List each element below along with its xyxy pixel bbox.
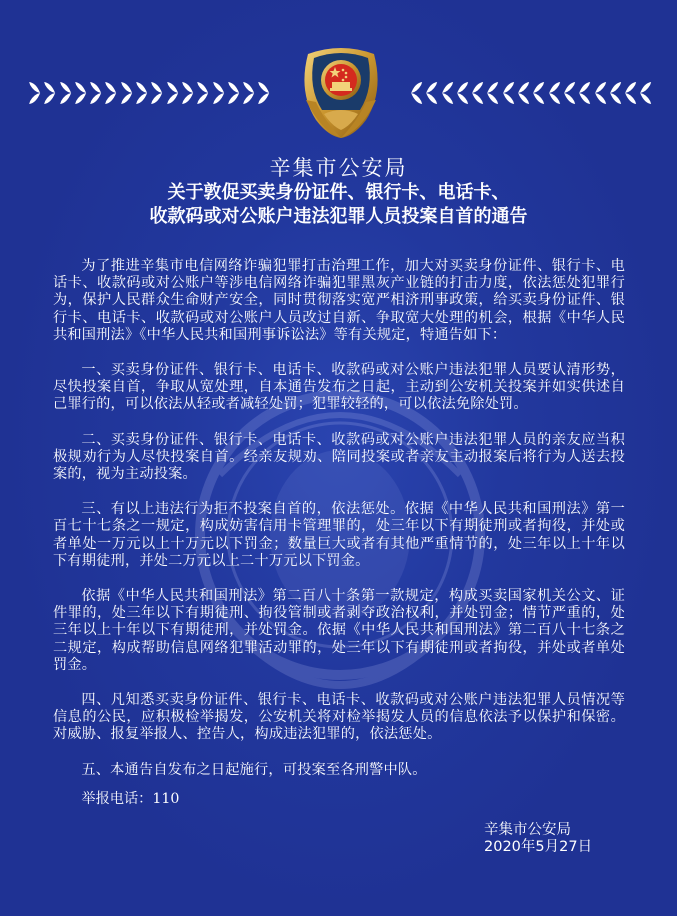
chevron-left-icon — [622, 79, 637, 107]
hotline-label: 举报电话： — [81, 790, 153, 807]
chevron-right-icon — [120, 79, 135, 107]
organization-title: 辛集市公安局 — [269, 156, 408, 180]
chevron-right-icon — [166, 79, 181, 107]
hotline-number: 110 — [152, 790, 180, 807]
chevron-right-icon — [89, 79, 104, 107]
item-4-paragraph: 四、凡知悉买卖身份证件、银行卡、电话卡、收款码或对公账户违法犯罪人员情况等信息的公民，应积极检举揭发，公安机关将对检举揭发人员的信息依法予以保护和保密。对威胁、报复举报人、控告人，构成违法犯罪的，依法惩处。 — [53, 692, 625, 743]
chevron-left-icon — [423, 79, 438, 107]
chevron-left-icon — [454, 79, 469, 107]
chevron-left-icon — [439, 79, 454, 107]
chevron-right-icon — [150, 79, 165, 107]
chevron-left-icon — [637, 79, 652, 107]
chevron-right-icon — [43, 79, 58, 107]
notice-subtitle-line1: 关于敦促买卖身份证件、银行卡、电话卡、 — [167, 182, 510, 203]
chevron-right-icon — [28, 79, 43, 107]
item-1-paragraph: 一、买卖身份证件、银行卡、电话卡、收款码或对公账户违法犯罪人员要认清形势，尽快投案自首，争取从宽处理，自本通告发布之日起，主动到公安机关投案并如实供述自己罪行的，可以依法从轻或者减轻处罚；犯罪较轻的，可以依法免除处罚。 — [53, 362, 625, 413]
chevron-left-icon — [515, 79, 530, 107]
chevron-right-icon — [181, 79, 196, 107]
chevron-right-icon — [257, 79, 272, 107]
notice-title-block — [0, 155, 677, 229]
chevron-right-icon — [59, 79, 74, 107]
item-3-continued-paragraph: 依据《中华人民共和国刑法》第二百八十条第一款规定，构成买卖国家机关公文、证件罪的，处三年以下有期徒刑、拘役管制或者剥夺政治权利，并处罚金；情节严重的，处三年以上十年以下有期徒刑，并处罚金。依据《中华人民共和国刑法》第二百八十七条之二规定，构成帮助信息网络犯罪活动罪的，处三年以下有期徒刑或者拘役，并处或者单处罚金。 — [53, 588, 625, 673]
intro-paragraph: 为了推进辛集市电信网络诈骗犯罪打击治理工作，加大对买卖身份证件、银行卡、电话卡、收款码或对公账户等涉电信网络诈骗犯罪黑灰产业链的打击力度，依法惩处犯罪行为，保护人民群众生命财产安全，同时贯彻落实宽严相济刑事政策，给买卖身份证件、银行卡、电话卡、收款码或对公账户人员改过自新、争取宽大处理的机会，根据《中华人民共和国刑法》《中华人民共和国刑事诉讼法》等有关规定，特通告如下： — [53, 258, 625, 343]
chevron-left-icon — [469, 79, 484, 107]
header — [0, 0, 677, 150]
chevron-right-icon — [135, 79, 150, 107]
chevron-left-icon — [546, 79, 561, 107]
chevron-right-icon — [196, 79, 211, 107]
chevron-left-icon — [592, 79, 607, 107]
chevron-left-icon — [607, 79, 622, 107]
chevron-left-icon — [408, 79, 423, 107]
chevron-left-icon — [500, 79, 515, 107]
notice-body — [53, 258, 625, 808]
signature-block — [484, 822, 592, 856]
chevron-right-icon — [212, 79, 227, 107]
signature-organization: 辛集市公安局 — [484, 822, 571, 838]
police-badge-icon — [294, 40, 388, 140]
chevron-right-icon — [104, 79, 119, 107]
item-3-paragraph: 三、有以上违法行为拒不投案自首的，依法惩处。依据《中华人民共和国刑法》第一百七十七条之一规定，构成妨害信用卡管理罪的，处三年以下有期徒刑或者拘役，并处或者单处一万元以上十万元以下罚金；数量巨大或者有其他严重情节的，处三年以上十年以下有期徒刑，并处二万元以上二十万元以下罚金。 — [53, 501, 625, 569]
chevron-left-icon — [484, 79, 499, 107]
chevron-left-icon — [561, 79, 576, 107]
chevron-left-icon — [530, 79, 545, 107]
chevron-left-icon — [576, 79, 591, 107]
item-5-paragraph: 五、本通告自发布之日起施行，可投案至各刑警中队。 — [81, 761, 427, 778]
hotline — [53, 791, 625, 808]
chevron-right-icon — [74, 79, 89, 107]
right-chevron-decoration — [408, 79, 653, 107]
chevron-right-icon — [242, 79, 257, 107]
item-2-paragraph: 二、买卖身份证件、银行卡、电话卡、收款码或对公账户违法犯罪人员的亲友应当积极规劝行为人尽快投案自首。经亲友规劝、陪同投案或者亲友主动报案后将行为人送去投案的，视为主动投案。 — [53, 431, 625, 483]
chevron-right-icon — [227, 79, 242, 107]
left-chevron-decoration — [28, 79, 273, 107]
notice-subtitle-line2: 收款码或对公账户违法犯罪人员投案自首的通告 — [149, 206, 528, 227]
signature-date: 2020年5月27日 — [484, 839, 593, 855]
